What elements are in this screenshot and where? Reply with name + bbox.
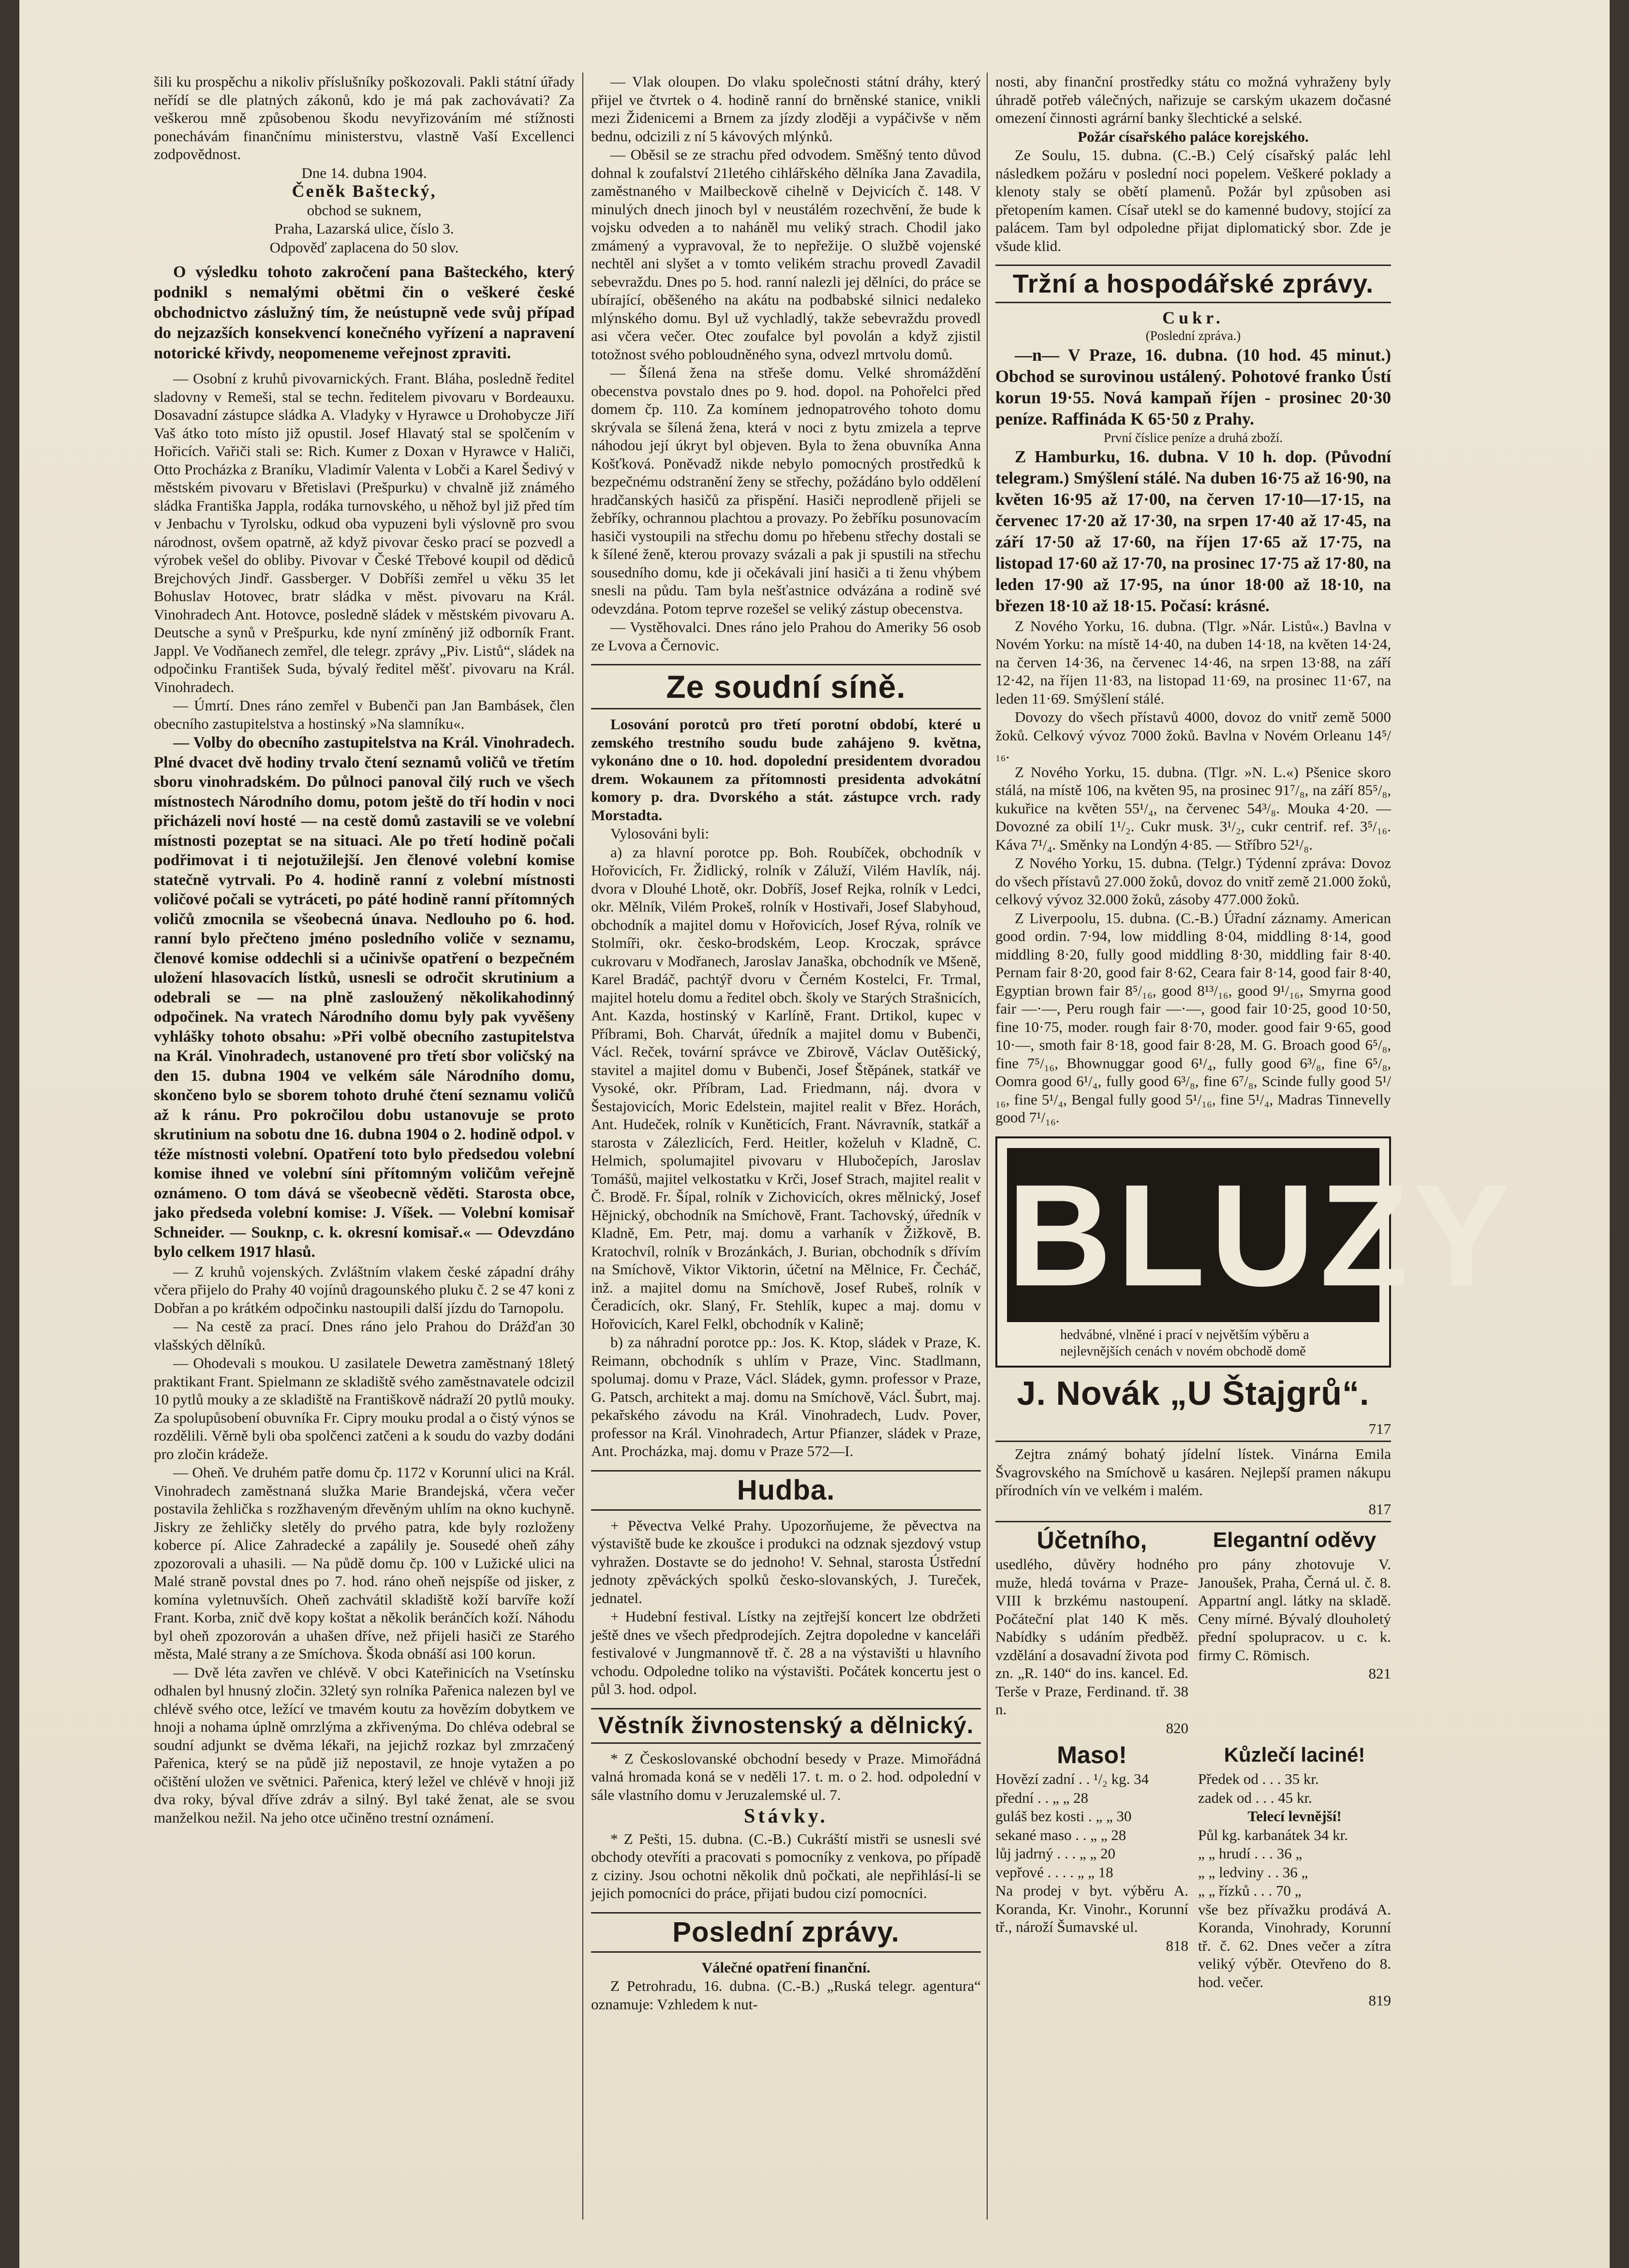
ad-meat [995, 1740, 1188, 2010]
new-york-cotton: Z Nového Yorku, 16. dubna. (Tlgr. »Nár. Listů«.) Bavlna v Novém Yorku: na místě 14·40, na duben 14·18, na květen 14·24, na červen 14·36, na červenec 14·46, na srpen 13·88, na září 12·42, na říjen 11·83, na listopad 11·69, na prosinec 11·67, na leden 11·69. Smýšlení stálé. [995, 617, 1391, 707]
ad-clothes-heading: Elegantní oděvy [1213, 1528, 1377, 1552]
sugar-report: —n— V Praze, 16. dubna. (10 hod. 45 minut.) Obchod se surovinou ustálený. Pohotové franko Ústí korun 19·55. Nová kampaň říjen - prosinec 20·30 peníze. Raffináda K 65·50 z Prahy. [995, 345, 1391, 428]
sugar-subheading: (Poslední zpráva.) [1145, 328, 1241, 343]
strikes-heading: Stávky. [744, 1805, 828, 1827]
music-item-choirs: + Pěvectva Velké Prahy. Upozorňujeme, že pěvectva na výstaviště bude ke zkoušce i produkci na odznak sjezdový vstup vyhražen. Dostavte se do jednoho! V. Sehnal, starosta Ústřední jednoty zpěváckých spolků česko-slovanských, J. Tureček, jednatel. [591, 1517, 981, 1606]
ad-clothes-number: 821 [1368, 1665, 1391, 1682]
section-heading-latest: Poslední zprávy. [591, 1912, 981, 1953]
ad-meat-text: Na prodej v byt. výběru A. Koranda, Kr. Vinohr., Korunní tř., nároží Šumavské ul. [995, 1882, 1188, 1935]
section-heading-market: Tržní a hospodářské zprávy. [995, 265, 1391, 303]
ad-veal-number: 819 [1368, 1992, 1391, 2009]
ad-kid-row: zadek od . . . 45 kr. [1198, 1789, 1312, 1806]
new-york-imports: Dovozy do všech přístavů 4000, dovoz do vnitř země 5000 žoků. Celkový vývoz 7000 žoků. Bavlna v Novém Orleanu 14⁵/₁₆. [995, 708, 1391, 762]
liverpool-report: Z Liverpoolu, 15. dubna. (C.-B.) Úřadní záznamy. American good ordin. 7·94, low middling 8·04, middling 8·14, good middling 8·20, fully good middling 8·30, middling fair 8·40. Pernam fair 8·20, good fair 8·62, Ceara fair 8·14, good fair 8·40, Egyptian brown fair 8⁵/₁₆, good 8¹³/₁₆, good 9¹/₁₆, Smyrna good fair —·—, Peru rough fair —·—, good fair 10·25, good 10·50, fine 10·75, moder. rough fair 8·70, moder. good fair 9·65, good 10·—, smoth fair 8·18, good fair 8·28, M. G. Broach good 6⁵/₈, fine 7⁵/₁₆, Bhownuggar good 6¹/₄, fully good 6³/₈, fine 6⁵/₈, Oomra good 6¹/₄, fully good 6³/₈, fine 6⁷/₈, Scinde fully good 5¹/₁₆, fine 5¹/₄, Bengal fully good 5¹/₁₆, fine 5¹/₄, Madras Tinnevelly good 7¹/₁₆. [995, 909, 1391, 1126]
ad-zejtra-number: 817 [1368, 1500, 1391, 1517]
news-item-suicide: — Oběsil se ze strachu před odvodem. Směšný tento důvod dohnal k zoufalství 21letého cihlářského dělníka Jana Zavadila, zaměstnaného v Mailbeckově cihelně v Dejvicích č. 148. V minulých dnech jinoch byl v neustálém rozechvění, že bude k vojsku odveden a to naháněl mu veliký strach. Chodil jako zmámený a vypravoval, že to nepřežije. O službě vojenské nechtěl ani slyšet a v tomto velikém strachu provedl Zavadil sebevraždu. Dnes po 5. hod. ranní nalezli jej dělníci, do práce se ubírající, oběšeného na akátu na podbabské silnici nedaleko mlýnského domu. Byl už vychladlý, takže sebevraždu provedl asi včera večer. Otec zoufalce byl povolán a když zjistil totožnost svého pobloudněného syna, odvezl mrtvolu domů. [591, 146, 981, 363]
ad-clothes [1198, 1525, 1391, 1737]
signature-name: Čeněk Baštecký, [292, 181, 437, 201]
ad-bluzy [995, 1136, 1515, 1368]
ads-grid-2 [995, 1740, 1391, 2010]
new-york-weekly: Z Nového Yorku, 15. dubna. (Telgr.) Týdenní zpráva: Dovoz do všech přístavů 27.000 žoků, dovoz do vnitř země 21.000 žoků, celkový vývoz 32.000 žoků, zásoby 477.000 žoků. [995, 854, 1391, 908]
ad-accountant [995, 1525, 1188, 1737]
palace-fire-heading: Požár císařského paláce korejského. [1078, 128, 1309, 145]
news-item-emigrants: — Vystěhovalci. Dnes ráno jelo Prahou do Ameriky 56 osob ze Lvova a Černovic. [591, 619, 981, 654]
news-item-roof: — Šílená žena na střeše domu. Velké shromáždění obecenstva povstalo dnes po 9. hod. dopol. na Pohořelci před domem čp. 110. Za komínem jednopatrového tohoto domu skrývala se šílená žena, která v noci z bytu zmizela a teprve náhodou její úkryt byl objeven. Byla to žena obuvníka Anna Košťková. Poněvadž nikde nebylo pomocných prostředků k bezpečnému odstranění ženy se střechy, požádáno bylo oddělení hradčanských hasičů za přispění. Hasiči neprodleně přijeli se žebříky, ochrannou plachtou a provazy. Po žebříku posunovacím hasiči vystoupili na střechu domu po hřebenu střechy dostali se k šílené ženě, kterou provazy svázali a pak ji spustili na střechu sousedního domu, kde ji očekávali jiní hasiči a ti ženu vhýbem snesli na půdu. Tam byla nešťastnice odvázána a rodině své odevzdána. Potom teprve rozešel se veliký zástup obecenstva. [591, 364, 981, 617]
section-heading-music: Hudba. [591, 1470, 981, 1511]
column-3 [995, 73, 1515, 2239]
ad-meat-number: 818 [1166, 1937, 1188, 1954]
palace-fire-text: Ze Soulu, 15. dubna. (C.-B.) Celý císařský palác lehl následkem požáru v poslední noci popelem. Veškeré poklady a klenoty staly se obětí plamenů. Požár byl způsoben asi přetopením kamen. Císař utekl se do kamenné budovy, stojící za palácem. Tam byl odpoledne přijat diplomatický sbor. Zde je všude klid. [995, 147, 1391, 254]
ad-meat-row: sekané maso . . „ „ 28 [995, 1826, 1126, 1843]
news-item-fire: — Oheň. Ve druhém patře domu čp. 1172 v Korunní ulici na Král. Vinohradech zaměstnaná služka Marie Brandejská, včera večer postavila žehlička s rozžhaveným dřevěným uhlím na okno kuchyně. Jiskry ze žehličky sletěly do prvého patra, kde byly rozloženy koberce pí. Alice Zahradecké a zapálily je. Sousedé oheň záhy zpozorovali a uhasili. — Na půdě domu čp. 100 v Lužické ulici na Malé straně povstal dnes po 7. hod. ráno oheň nejspíše od jisker, z komína vyletnuvších. Oheň zachvátil skladiště koží barvíře koží Frant. Korba, znič dvě kopy koštat a několik beránčích koží. Náhodu byl oheň zpozorován a uhašen dříve, než přijeli hasiči ze Starého města, Malé strany a ze Smíchova. Škoda obnáší asi 100 korun. [154, 1464, 575, 1662]
ad-accountant-text: usedlého, důvěry hodného muže, hledá továrna v Praze-VIII k brzkému nastoupení. Počáteční plat 140 K měs. Nabídky s udáním předběž. vzdělání a dosavadní života pod zn. „R. 140“ do ins. kancel. Ed. Terše v Praze, Ferdinand. tř. 38 n. [995, 1556, 1188, 1718]
ad-veal-text: vše bez přívažku prodává A. Koranda, Vinohrady, Korunní tř. č. 62. Dnes večer a zítra veliký výběr. Otevřeno do 8. hod. večer. [1198, 1900, 1391, 1990]
scan-edge-left [0, 0, 19, 2268]
news-item-elections: — Volby do obecního zastupitelstva na Král. Vinohradech. Plné dvacet dvě hodiny trvalo čtení seznamů voličů ve třetím sboru vinohradském. Do půlnoci panoval čilý ruch ve všech místnostech Národního domu, potom ještě do tří hodin v noci přicházeli noví hosté — na cestě domů zastavili se ve volební místnosti pozeptat se na situaci. Ale po třetí hodině počali podřimovat i ti nejotužilejší. Jen členové volební komise statečně vytrvali. Po 4. hodině ranní z volební místnosti voličové počali se vytráceti, po páté hodině ranní přítomných voličů zmocnila se všeobecná únava. Nedlouho po 6. hod. ranní bylo přečteno jméno posledního voliče v seznamu, členové komise oddechli si a učinivše opatření o bezpečném uložení hlasovacích lístků, usnesli se odročit skrutinium a odebrali se — na plně zasloužený několikahodinný odpočinek. Na vratech Národního domu byly pak vyvěšeny vyhlášky tohoto obsahu: »Při volbě obecního zastupitelstva na Král. Vinohradech, ustanovené pro třetí sbor voličský na den 15. dubna 1904 ve velkém sále Národního domu, skončeno bylo se sborem tohoto druhé čtení seznamu voličů až k ránu. Pro pokročilou dobu ustanovuje se proto skrutinium na sobotu dne 16. dubna 1904 o 2. hodině odpol. v téže místnosti volební. Opatření toto bylo předsedou volební komise ihned ve volební síni přítomným voličům veřejně oznámeno. O tom dává se všeobecně věděti. Starosta obce, jako předseda volební komise: J. Víšek. — Volební komisař Schneider. — Souknp, c. k. okresní komisař.« — Odevzdáno bylo celkem 1917 hlasů. [154, 734, 575, 1261]
court-jurors-substitute: b) za náhradní porotce pp.: Jos. K. Ktop, sládek v Praze, K. Reimann, obchodník s uhlím v Praze, Vinc. Stadlmann, spolumaj. domu v Praze, Václ. Sládek, gymn. professor v Praze, G. Patsch, architekt a maj. domu na Smíchově, Václ. Šubrt, maj. pekařského závodu na Král. Vinohradech, Ludv. Pover, professor na Král. Vinohradech, Artur Pfianzer, sládek v Praze, Ant. Procházka, maj. domu v Praze 572—I. [591, 1334, 981, 1459]
sugar-note: První číslice peníze a druhá zboží. [1103, 430, 1283, 445]
court-drawn: Vylosováni byli: [610, 825, 710, 842]
ad-veal-row: „ „ hrudí . . . 36 „ [1198, 1845, 1303, 1862]
ad-bluzy-subtext: hedvábné, vlněné i prací v největším výběru a nejlevnějších cenách v novém obchodě domě [1060, 1327, 1309, 1359]
news-item-military: — Z kruhů vojenských. Zvláštním vlakem české západní dráhy včera přijelo do Prahy 40 vojínů dragounského pluku č. 2 se 47 koni z Dobřan a po krátkém odpočinku nastoupili další jízdu do Tarnopolu. [154, 1263, 575, 1316]
latest-item: Z Petrohradu, 16. dubna. (C.-B.) „Ruská telegr. agentura“ oznamuje: Vzhledem k nut- [591, 1977, 981, 2013]
signature-note: Odpověď zaplacena do 50 slov. [269, 238, 459, 256]
new-york-grain: Z Nového Yorku, 15. dubna. (Tlgr. »N. L.«) Pšenice skoro stálá, na místě 106, na květen 95, na prosinec 91⁷/₈, na září 85⁵/₈, kukuřice na květen 55¹/₄, na červenec 54³/₈. Mouka 4·20. — Dovozné za obilí 1¹/₂. Cukr musk. 3¹/₂, cukr centrif. ref. 3⁵/₁₆. Káva 7¹/₄. Směnky na Londýn 4·85. — Stříbro 52¹/₈. [995, 763, 1391, 853]
ad-meat-row: guláš bez kosti . „ „ 30 [995, 1808, 1132, 1825]
news-item-workers: — Na cestě za prací. Dnes ráno jelo Prahou do Drážďan 30 vlašských dělníků. [154, 1318, 575, 1353]
column-1 [154, 73, 575, 2239]
article-text: šili ku prospěchu a nikoliv příslušníky poškozovali. Pakli státní úřady neřídí se dle platných zákonů, kdo je má pak zachovávati? Za veškerou mně způsobenou škodu nevyřizováním mé stížnosti ponechávám finančnímu ministerstvu, vlastně Vaší Excellenci zodpovědnost. [154, 73, 575, 162]
ad-accountant-heading: Účetního, [1037, 1527, 1147, 1554]
news-item-train: — Vlak oloupen. Do vlaku společnosti státní dráhy, který přijel ve čtvrtek o 4. hodině ranní do brněnské stanice, vnikli mezi Židenicemi a Brnem za jízdy zloději a vypáčivše v něm bednu, odcizili z ní 5 kávových mlýnků. [591, 73, 981, 145]
ad-bluzy-wordmark: BLUZY [1007, 1148, 1379, 1322]
news-item-crime: — Dvě léta zavřen ve chlévě. V obci Kateřinicích na Vsetínsku odhalen byl hnusný zločin. 32letý syn rolníka Pařenica nalezen byl ve chlévě svého otce, ležící ve tmavém koutu za hovězím dobytkem ve hnoji a nohama úplně omrzlýma a zkřivenýma. Do chléva odebral se soudní adjunkt se dvěma lékaři, na jejichž rozkaz byl zmrzačený Pařenica, který se na půdě již nepostavil, ze hnoje vytažen a po očištění uložen ve světnici. Pařenica, který ležel ve chlévě v hnoji již dva roky, býval dříve zdráv a silný. Byl také ženat, ale se svou manželkou nežil. Na jeho otce učiněno trestní oznámení. [154, 1664, 575, 1826]
court-jurors-main: a) za hlavní porotce pp. Boh. Roubíček, obchodník v Hořovicích, Fr. Židlický, rolník v Záluží, Vilém Havlík, náj. dvora v Dlouhé Lhotě, okr. Dobříš, Josef Rejka, rolník v Ledci, okr. Mělník, Vilém Prokeš, rolník v Hostivaři, Josef Slabyhoud, obchodník a majitel domu v Hořovicích, Josef Rýva, rolník ve Stolmíři, okr. česko-brodském, Leop. Kroczak, správce cukrovaru v Modřanech, Jaroslav Janaška, obchodník ve Mšeně, Karel Bradáč, pachtýř dvoru v Černém Kostelci, Fr. Trmal, majitel hotelu domu a ředitel obch. školy ve Starých Strašnicích, Ant. Kazda, hostinský v Karlíně, Frant. Drtikol, kupec v Příbrami, Boh. Charvát, úředník a majitel domu v Bubenči, Václ. Reček, tovární správce ve Zbirově, Václav Outěšický, stavitel a majitel domu v Bubenči, Josef Štěpánek, statkář ve Vysoké, okr. Příbram, Lad. Friedmann, náj. dvora v Šestajovicích, Moric Edelstein, majitel realit v Břez. Horách, Ant. Hudeček, rolník v Kuněticích, Frant. Návravník, statkář a starosta v Zálezlicích, Ferd. Heitler, koželuh v Kladně, C. Helmich, spolumajitel pivovaru v Hlubočepích, Jaroslav Tomášů, majitel velkostatku v Krči, Josef Strach, majitel realit v Č. Brodě. Fr. Šípal, rolník v Zichovicích, okres mělnický, Josef Hějnický, obchodník na Smíchově, Frant. Tachovský, úředník v Kladně, Em. Petr, maj. domu a varhaník v Žižkově, B. Kratochvíl, rolník v Brozánkách, J. Burian, obchodník s dřívím na Smíchově, Viktor Viktorin, účetní na Mělnice, Fr. Čecháč, inž. a majitel domu na Smíchově, Josef Rubeš, rolník v Čeradicích, okr. Slaný, Fr. Stehlík, kupec a maj. domu v Hořovicích, Karel Felkl, obchodník v Kalině; [591, 843, 981, 1332]
scan-edge-right [1610, 0, 1629, 2268]
ad-meat-heading: Maso! [1057, 1741, 1127, 1768]
news-item-flour-theft: — Ohodevali s moukou. U zasilatele Dewetra zaměstnaný 18letý praktikant Frant. Spielmann ze skladiště svého zaměstnavatele odcizil 10 pytlů mouky a ze skladiště na Františkově nádraží 20 pytlů mouky. Za spolupůsobení obuvníka Fr. Cipry mouku prodal a o čistý výnos se rozdělili. Věrně byli oba spolčenci zatčeni a k soudu do vazby dodáni pro zločin krádeže. [154, 1355, 575, 1462]
section-heading-court: Ze soudní síně. [591, 664, 981, 709]
ad-meat-row: přední . . „ „ 28 [995, 1789, 1088, 1806]
court-intro: Losování porotců pro třetí porotní období, které u zemského trestního soudu bude zahájeno 9. května, vykonáno dne o 10. hod. dopolední presidentem dvoradou drem. Wokaunem za přítomnosti presidenta advokátní komory p. dra. Dvorského a stát. zástupce vrch. rady Morstadta. [591, 716, 981, 824]
ad-accountant-number: 820 [1166, 1719, 1188, 1737]
latest-subheading: Válečné opatření finanční. [701, 1959, 871, 1976]
signature-address: Praha, Lazarská ulice, číslo 3. [274, 220, 454, 237]
ad-novak-number: 717 [1368, 1420, 1391, 1437]
ad-veal-row: Půl kg. karbanátek 34 kr. [1198, 1826, 1348, 1843]
hamburg-report: Z Hamburku, 16. dubna. V 10 h. dop. (Původní telegram.) Smýšlení stálé. Na duben 16·75 až 16·90, na květen 16·95 až 17·00, na červen 17·10—17·15, na červenec 17·20 až 17·30, na srpen 17·40 až 17·45, na září 17·50 až 17·60, na říjen 17·65 až 17·75, na listopad 17·60 až 17·70, na prosinec 17·75 až 17·80, na leden 17·90 až 17·95, na únor 18·00 až 18·10, na březen 18·10 až 18·15. Počasí: krásné. [995, 447, 1391, 615]
signature-line: obchod se suknem, [307, 201, 422, 219]
ad-veal-row: „ „ řízků . . . 70 „ [1198, 1882, 1302, 1899]
ads-grid-1 [995, 1525, 1391, 1737]
music-item-festival: + Hudební festival. Lístky na zejtřejší koncert lze obdržeti ještě dnes ve všech předprodejích. Zejtra dopoledne v kanceláři festivalové v Jungmannově tř. č. 28 a na výstavišti u hlavního vchodu. Odpoledne toliko na výstavišti. Počátek koncertu jest o půl 3. hod. odpol. [591, 1608, 981, 1697]
strikes-item: * Z Pešti, 15. dubna. (C.-B.) Cukráští mistři se usnesli své obchody otevříti a pracovati s pomocníky z venkova, po případě z ciziny. Jsou ochotni několik dnů počkati, ale nepřihlásí-li se jejich pomocníci do práce, přijati budou cizí pomocníci. [591, 1830, 981, 1901]
column-2 [591, 73, 981, 2239]
ad-novak-name: J. Novák „U Štajgrů“. [1017, 1374, 1370, 1412]
ad-meat-row: lůj jadrný . . . „ „ 20 [995, 1845, 1115, 1862]
column-rule-2 [987, 73, 988, 2220]
section-heading-trade: Věstník živnostenský a dělnický. [591, 1708, 981, 1744]
ad-veal-heading: Telecí levnější! [1247, 1808, 1342, 1825]
sugar-heading: Cukr. [1162, 308, 1224, 327]
letter-date: Dne 14. dubna 1904. [301, 164, 427, 181]
column-rule-1 [582, 73, 583, 2220]
ad-kid-row: Předek od . . . 35 kr. [1198, 1770, 1319, 1787]
ad-zejtra: Zejtra známý bohatý jídelní lístek. Vinárna Emila Švagrovského na Smíchově u kasáren. Nejlepší pramen nákupu přírodních vín ve velkém i malém. [995, 1445, 1391, 1499]
ad-veal-row: „ „ ledviny . . 36 „ [1198, 1863, 1308, 1881]
trade-item: * Z Českoslovanské obchodní besedy v Praze. Mimořádná valná hromada koná se v neděli 17. t. m. o 2. hod. odpolední v sále vlastního domu v Jeruzalemské ul. 7. [591, 1750, 981, 1803]
latest-continued: nosti, aby finanční prostředky státu co možná vyhraženy byly úhradě potřeb válečných, nařizuje se carským ukazem dočasné omezení činnosti agrární banky šlechtické a selské. [995, 73, 1391, 126]
ad-meat-row: vepřové . . . . „ „ 18 [995, 1863, 1113, 1881]
news-item-brewery: — Osobní z kruhů pivovarnických. Frant. Bláha, posledně ředitel sladovny v Remeši, stal se techn. ředitelem pivovaru v Bordeauxu. Dosavadní zástupce sládka A. Vladyky v Hyrawce u Drohobycze Jiří Vaš átko toto místo již opustil. Josef Hlavatý stal se spolčením v Hořicích. Vařiči stali se: Rich. Kumer z Doxan v Hyrawce v Haliči, Otto Procházka z Braníku, Vladimír Valenta v Lobči a Karel Šedivý v městském pivovaru v Břetislavi (Prešpurku) v chvalně již známého sládka Františka Jappla, rodáka turnovského, u něhož byl již před tím v Jenbachu v Tyrolsku, odkud oba vypuzeni byli výslovně pro svou národnost, ovšem opatrně, až když pivovar česko prací se pozvedl a výrobek vešel do obliby. Pivovar v České Třebové koupil od dědiců Brejchových Jindř. Gassberger. V Dobříši zemřel u věku 35 let Bohuslav Hotovec, bratr sládka v měst. pivovaru na Král. Vinohradech Ant. Hotovce, posledně sládek v městském pivovaru A. Deutsche a synů v Prešpurku, kde nyní zmíněný již odborník Frant. Jappl. Ve Vodňanech zemřel, dle telegr. zprávy „Piv. Listů“, sládek na odpočinku František Suda, bývalý ředitel měšť. pivovaru na Král. Vinohradech. [154, 370, 575, 695]
ad-meat-row: Hovězí zadní . . ¹/₂ kg. 34 [995, 1770, 1149, 1787]
news-item-death: — Úmrtí. Dnes ráno zemřel v Bubenči pan Jan Bambásek, člen obecního zastupitelstva a hostinský »Na slamníku«. [154, 697, 575, 732]
ad-kid-heading: Kůzlečí laciné! [1224, 1743, 1365, 1766]
ad-kid-veal [1198, 1740, 1391, 2010]
ad-clothes-text: pro pány zhotovuje V. Janoušek, Praha, Černá ul. č. 8. Appartní angl. látky na skladě. Ceny mírné. Bývalý dlouholetý přední spolupracov. u c. k. firmy C. Römisch. [1198, 1556, 1391, 1664]
article-text: O výsledku tohoto zakročení pana Bašteckého, který podnikl s nemalými obětmi čin o veškeré české obchodnictvo záslužný tím, že neústupně vede svůj případ do nejzazších konsekvencí konečného vyřízení a napravení notorické křivdy, neopomeneme veřejnost zpraviti. [154, 263, 575, 362]
